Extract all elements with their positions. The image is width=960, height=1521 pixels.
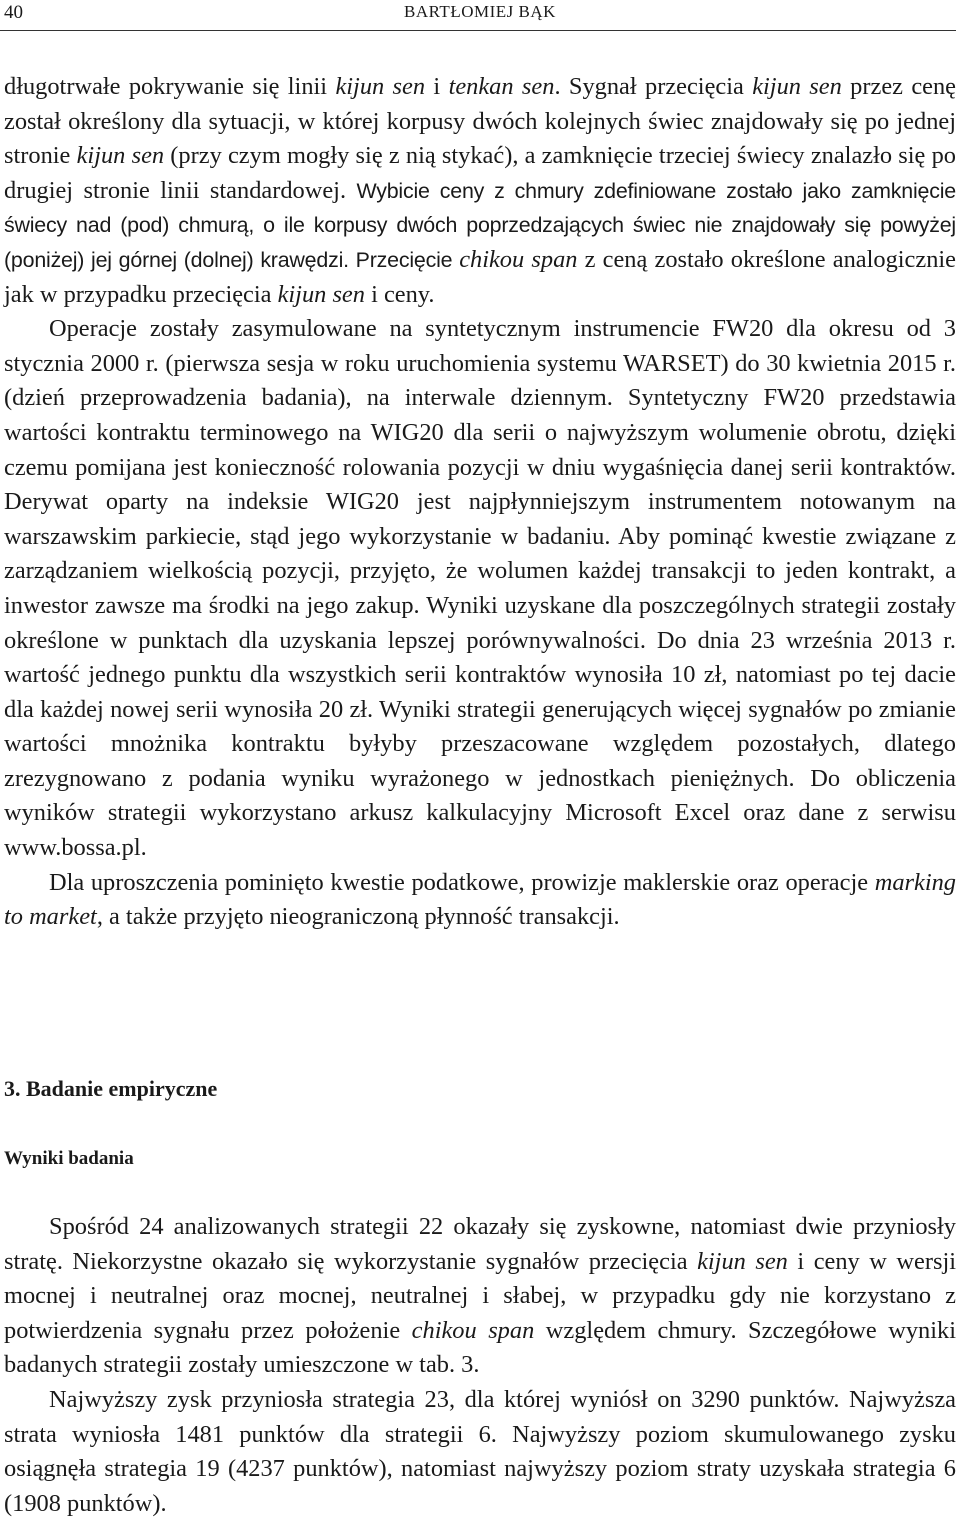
page-number: 40 (4, 2, 23, 23)
header-rule (0, 30, 956, 31)
body-text-top (4, 70, 956, 935)
paragraph-4: Spośród 24 analizowanych strategii 22 okazały się zyskowne, natomiast dwie przyniosły stratę. Niekorzystne okazało się wykorzystanie sygnałów przecięcia kijun sen i ceny w wersji mocnej i neutralnej oraz mocnej, neutralnej i słabej, w przypadku gdy nie korzystano z potwierdzenia sygnału przez położenie chikou span względem chmury. Szczegółowe wyniki badanych strategii zostały umieszczone w tab. 3. (4, 1213, 957, 1379)
body-text-bottom (4, 1210, 956, 1521)
paragraph-3: Dla uproszczenia pominięto kwestie podatkowe, prowizje maklerskie oraz operacje marking to market, a także przyjęto nieograniczoną płynność transakcji. (4, 868, 956, 931)
running-head: BARTŁOMIEJ BĄK (404, 2, 556, 21)
paragraph-1: długotrwałe pokrywanie się linii kijun sen i tenkan sen. Sygnał przecięcia kijun sen przez cenę został określony dla sytuacji, w której korpusy dwóch kolejnych świec znajdowały się po jednej stronie kijun sen (przy czym mogły się z nią stykać), a zamknięcie trzeciej świecy znalazło się po drugiej stronie linii standardowej. Wybicie ceny z chmury zdefiniowane zostało jako zamknięcie świecy nad (pod) chmurą, o ile korpusy dwóch poprzedzających świec nie znajdowały się powyżej (poniżej) jej górnej (dolnej) krawędzi. Przecięcie chikou span z ceną zostało określone analogicznie jak w przypadku przecięcia kijun sen i ceny. (4, 73, 956, 308)
paragraph-5: Najwyższy zysk przyniosła strategia 23, dla której wyniósł on 3290 punktów. Najwyższa strata wyniosła 1481 punktów dla strategii 6. Najwyższy poziom skumulowanego zysku osiągnęła strategia 19 (4237 punktów), natomiast najwyższy poziom straty uzyskała strategia 6 (1908 punktów). (4, 1385, 956, 1517)
subsection-heading: Wyniki badania (4, 1148, 134, 1169)
paragraph-2: Operacje zostały zasymulowane na syntetycznym instrumencie FW20 dla okresu od 3 stycznia 2000 r. (pierwsza sesja w roku uruchomienia systemu WARSET) do 30 kwietnia 2015 r. (dzień przeprowadzenia badania), na interwale dziennym. Syntetyczny FW20 przedstawia wartości kontraktu terminowego na WIG20 dla serii o najwyższym wolumenie obrotu, dzięki czemu pomijana jest konieczność rolowania pozycji w dniu wygaśnięcia danej serii kontraktów. Derywat oparty na indeksie WIG20 jest najpłynniejszym instrumentem notowanym na warszawskim parkiecie, stąd jego wykorzystanie w badaniu. Aby pominąć kwestie związane z zarządzaniem wielkością pozycji, przyjęto, że wolumen każdej transakcji to jeden kontrakt, a inwestor zawsze ma środki na jego zakup. Wyniki uzyskane dla poszczególnych strategii zostały określone w punktach dla uzyskania lepszej porównywalności. Do dnia 23 września 2013 r. wartość jednego punktu dla wszystkich serii kontraktów wynosiła 10 zł, natomiast po tej dacie dla każdej nowej serii wynosiła 20 zł. Wyniki strategii generujących więcej sygnałów po zmianie wartości mnożnika kontraktu byłyby przeszacowane względem pozostałych, dlatego zrezygnowano z podania wyniku wyrażonego w jednostkach pieniężnych. Do obliczenia wyników strategii wykorzystano arkusz kalkulacyjny Microsoft Excel oraz dane z serwisu www.bossa.pl. (4, 315, 956, 862)
page-header (4, 2, 940, 26)
section-heading: 3. Badanie empiryczne (4, 1076, 218, 1101)
